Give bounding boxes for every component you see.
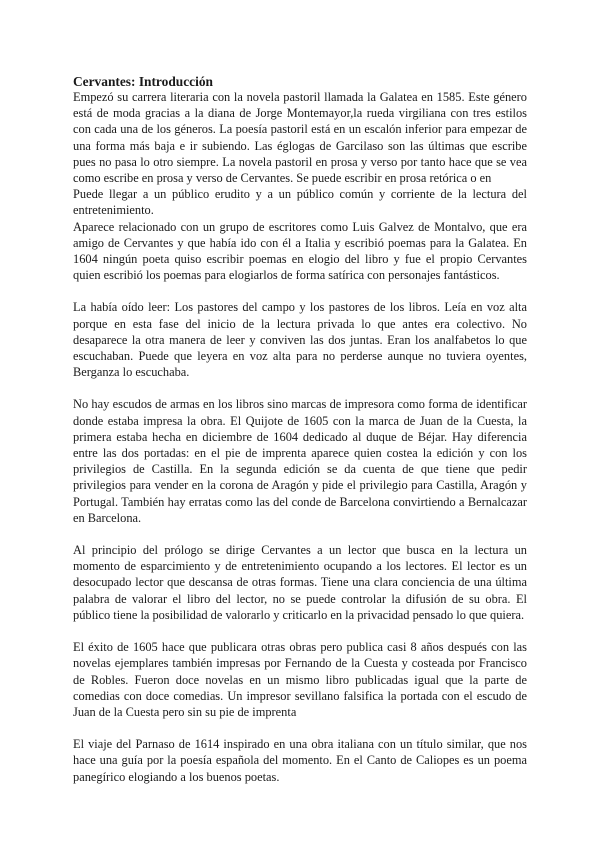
paragraph-galatea: Empezó su carrera literaria con la novela pastoril llamada la Galatea en 1585. Este género está de moda gracias a la diana de Jorge Montemayor,la rueda virgiliana con tres estilos con cada una de los géneros. La poesía pastoril está en un escalón inferior para empezar de una forma más baja e ir subiendo. Las églogas de Garcilaso son las últimas que escribe pues no pasa lo otro siempre. La novela pastoril en prosa y verso por tanto hace que se vea como escribe en prosa y verso de Cervantes. Se puede escribir en prosa retórica o en	[73, 90, 527, 186]
paragraph-spacer	[73, 283, 527, 299]
paragraph-spacer	[73, 380, 527, 396]
paragraph-spacer	[73, 526, 527, 542]
paragraph-montalvo: Aparece relacionado con un grupo de escritores como Luis Galvez de Montalvo, que era amigo de Cervantes y que había ido con él a Italia y escribió poemas para la Galatea. En 1604 ningún poeta quiso escribir poemas en elogio del libro y fue el propio Cervantes quien escribió los poemas para elogiarlos de forma satírica con personajes fantásticos.	[73, 219, 527, 283]
paragraph-spacer	[73, 623, 527, 639]
paragraph-audience: Puede llegar a un público erudito y a un público común y corriente de la lectura del entretenimiento.	[73, 187, 527, 218]
paragraph-reading: La había oído leer: Los pastores del campo y los pastores de los libros. Leía en voz alta porque en esta fase del inicio de la lectura privada lo que antes era colectivo. No desaparece la otra manera de leer y conviven las dos juntas. Eran los analfabetos lo que escuchaban. Puede que leyera en voz alta para no perderse aunque no tuviera oyentes, Berganza lo escuchaba.	[73, 300, 527, 380]
paragraph-parnaso: El viaje del Parnaso de 1614 inspirado en una obra italiana con un título similar, que nos hace una guía por la poesía española del momento. En el Canto de Caliopes es un poema panegírico elogiando a los buenos poetas.	[73, 737, 527, 784]
paragraph-spacer	[73, 720, 527, 736]
document-title: Cervantes: Introducción	[73, 74, 213, 89]
paragraph-printer-marks: No hay escudos de armas en los libros sino marcas de impresora como forma de identificar donde estaba impresa la obra. El Quijote de 1605 con la marca de Juan de la Cuesta, la primera estaba hecha en diciembre de 1604 dedicado al duque de Béjar. Hay diferencia entre las dos portadas: en el pie de imprenta aparece quien costea la edición y con los privilegios de Castilla. En la segunda edición se da cuenta de que tiene que pedir privilegios para vender en la corona de Aragón y pide el privilegio para Castilla, Aragón y Portugal. También hay erratas como las del conde de Barcelona convirtiendo a Bernalcazar en Barcelona.	[73, 397, 527, 525]
paragraph-novelas-ejemplares: El éxito de 1605 hace que publicara otras obras pero publica casi 8 años después con las novelas ejemplares también impresas por Fernando de la Cuesta y costeada por Francisco de Robles. Fueron doce novelas en un mismo libro publicadas igual que la parte de comedias con doce comedias. Un impresor sevillano falsifica la portada con el escudo de Juan de la Cuesta pero sin su pie de imprenta	[73, 640, 527, 719]
paragraph-prologue: Al principio del prólogo se dirige Cervantes a un lector que busca en la lectura un momento de esparcimiento y de entretenimiento ocupando a los lectores. El lector es un desocupado lector que descansa de otras formas. Tiene una clara conciencia de una última palabra de valorar el libro del lector, no se puede controlar la difusión de su obra. El público tiene la posibilidad de valorarlo y criticarlo en la privacidad pensado lo que quiera.	[73, 543, 527, 622]
